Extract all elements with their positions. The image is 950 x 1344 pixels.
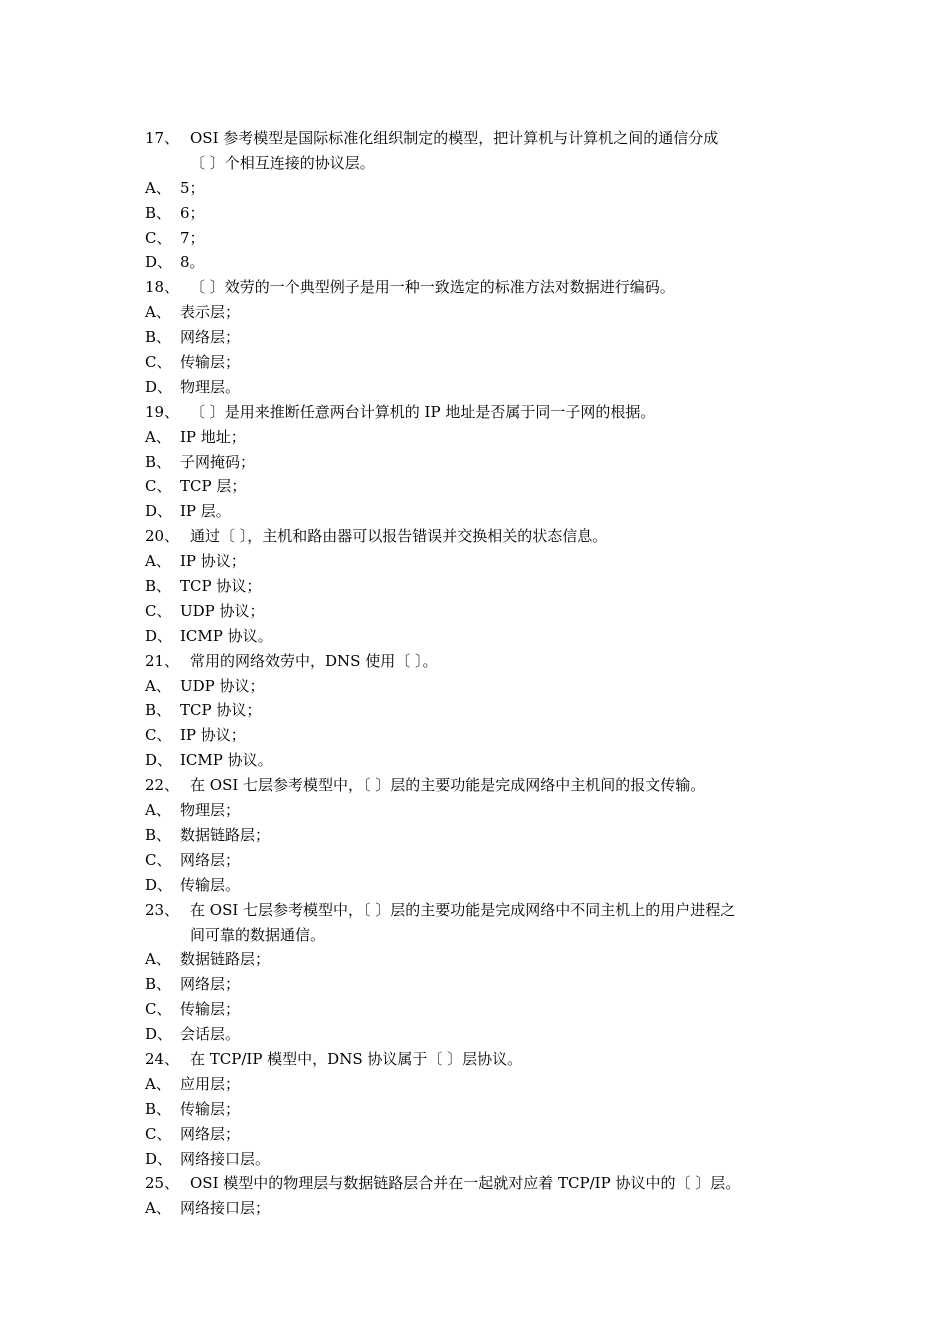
option-line (145, 947, 825, 972)
option-text: IP 协议； (180, 552, 246, 571)
option-label: B、 (145, 203, 172, 222)
option-text: 网络层； (180, 975, 241, 994)
option-line (145, 1147, 825, 1172)
option-text: 数据链路层； (180, 950, 271, 969)
question-text: OSI 模型中的物理层与数据链路层合并在一起就对应着 TCP/IP 协议中的〔 〕层。 (190, 1174, 741, 1193)
option-line (145, 723, 825, 748)
option-label: A、 (145, 178, 171, 197)
option-line (145, 1022, 825, 1047)
question-text: 〔 〕是用来推断任意两台计算机的 IP 地址是否属于同一子网的根据。 (190, 402, 656, 421)
option-line (145, 350, 825, 375)
option-label: D、 (145, 502, 173, 521)
option-text: 7； (180, 228, 205, 247)
question-number: 25、 (145, 1174, 180, 1193)
option-line (145, 624, 825, 649)
option-label: B、 (145, 328, 172, 347)
option-text: 8。 (180, 253, 205, 272)
question-text: 在 OSI 七层参考模型中，〔 〕层的主要功能是完成网络中不同主机上的用户进程之 (190, 900, 736, 919)
option-text: ICMP 协议。 (180, 751, 273, 770)
question-number: 20、 (145, 527, 180, 546)
option-text: 传输层； (180, 353, 241, 372)
option-text: TCP 层； (180, 477, 247, 496)
option-label: D、 (145, 377, 173, 396)
option-label: C、 (145, 353, 172, 372)
option-line (145, 1097, 825, 1122)
option-text: UDP 协议； (180, 601, 265, 620)
question-block (145, 649, 825, 773)
option-text: 网络层； (180, 850, 241, 869)
option-line (145, 250, 825, 275)
option-label: A、 (145, 676, 171, 695)
option-label: D、 (145, 1149, 173, 1168)
option-text: 数据链路层； (180, 825, 271, 844)
question-block (145, 1047, 825, 1171)
option-text: 网络接口层。 (180, 1149, 271, 1168)
option-line (145, 226, 825, 251)
question-block (145, 773, 825, 897)
question-block (145, 400, 825, 524)
option-label: B、 (145, 825, 172, 844)
option-line (145, 425, 825, 450)
option-label: B、 (145, 975, 172, 994)
option-text: 网络层； (180, 328, 241, 347)
question-block (145, 524, 825, 648)
question-continuation-line (145, 923, 825, 948)
option-text: IP 协议； (180, 726, 246, 745)
question-text: 常用的网络效劳中，DNS 使用〔 〕。 (190, 651, 438, 670)
option-label: B、 (145, 577, 172, 596)
question-continuation-line (145, 151, 825, 176)
question-number: 22、 (145, 776, 180, 795)
question-number: 17、 (145, 129, 180, 147)
option-text: 物理层。 (180, 377, 241, 396)
option-text: IP 地址； (180, 427, 246, 446)
question-block (145, 1171, 825, 1221)
option-line (145, 698, 825, 723)
question-line (145, 524, 825, 549)
question-number: 23、 (145, 900, 180, 919)
option-text: 物理层； (180, 801, 241, 820)
question-text: OSI 参考模型是国际标准化组织制定的模型，把计算机与计算机之间的通信分成 (190, 129, 719, 147)
question-text: 间可靠的数据通信。 (190, 925, 326, 944)
question-block (145, 126, 825, 275)
option-label: B、 (145, 452, 172, 471)
option-line (145, 300, 825, 325)
option-line (145, 1072, 825, 1097)
option-line (145, 748, 825, 773)
option-line (145, 1196, 825, 1221)
option-label: B、 (145, 701, 172, 720)
question-line (145, 1171, 825, 1196)
option-label: A、 (145, 1074, 171, 1093)
option-text: ICMP 协议。 (180, 626, 273, 645)
option-text: UDP 协议； (180, 676, 265, 695)
option-text: 子网掩码； (180, 452, 256, 471)
option-label: A、 (145, 801, 171, 820)
option-line (145, 375, 825, 400)
option-line (145, 972, 825, 997)
option-label: D、 (145, 1025, 173, 1044)
question-line (145, 275, 825, 300)
option-line (145, 997, 825, 1022)
option-text: 6； (180, 203, 205, 222)
question-number: 21、 (145, 651, 180, 670)
question-text: 在 OSI 七层参考模型中，〔 〕层的主要功能是完成网络中主机间的报文传输。 (190, 776, 706, 795)
option-text: TCP 协议； (180, 577, 262, 596)
option-line (145, 201, 825, 226)
option-label: B、 (145, 1099, 172, 1118)
question-line (145, 649, 825, 674)
question-line (145, 400, 825, 425)
question-line (145, 126, 825, 151)
option-label: C、 (145, 477, 172, 496)
option-label: C、 (145, 1124, 172, 1143)
question-text: 〔 〕个相互连接的协议层。 (190, 153, 375, 172)
option-label: C、 (145, 228, 172, 247)
question-block (145, 898, 825, 1047)
option-text: 传输层。 (180, 875, 241, 894)
option-text: 表示层； (180, 303, 241, 322)
option-line (145, 798, 825, 823)
question-text: 〔 〕效劳的一个典型例子是用一种一致选定的标准方法对数据进行编码。 (190, 278, 675, 297)
option-label: C、 (145, 726, 172, 745)
option-text: 5； (180, 178, 205, 197)
option-line (145, 549, 825, 574)
question-number: 18、 (145, 278, 180, 297)
option-line (145, 599, 825, 624)
option-text: TCP 协议； (180, 701, 262, 720)
option-label: D、 (145, 875, 173, 894)
option-line (145, 474, 825, 499)
option-label: A、 (145, 1199, 171, 1218)
option-label: D、 (145, 253, 173, 272)
question-number: 24、 (145, 1049, 180, 1068)
question-text: 通过〔 〕，主机和路由器可以报告错误并交换相关的状态信息。 (190, 527, 608, 546)
question-line (145, 773, 825, 798)
option-text: 传输层； (180, 1099, 241, 1118)
option-text: 应用层； (180, 1074, 241, 1093)
option-label: D、 (145, 751, 173, 770)
option-label: A、 (145, 303, 171, 322)
option-text: IP 层。 (180, 502, 231, 521)
option-line (145, 176, 825, 201)
option-text: 网络接口层； (180, 1199, 271, 1218)
option-text: 会话层。 (180, 1025, 241, 1044)
question-list (145, 126, 825, 1221)
option-text: 网络层； (180, 1124, 241, 1143)
option-line (145, 873, 825, 898)
option-label: C、 (145, 601, 172, 620)
option-label: A、 (145, 950, 171, 969)
option-line (145, 574, 825, 599)
question-block (145, 275, 825, 399)
question-number: 19、 (145, 402, 180, 421)
question-line (145, 1047, 825, 1072)
option-line (145, 450, 825, 475)
option-label: D、 (145, 626, 173, 645)
option-line (145, 325, 825, 350)
option-line (145, 823, 825, 848)
option-label: C、 (145, 1000, 172, 1019)
option-label: A、 (145, 427, 171, 446)
option-line (145, 848, 825, 873)
question-text: 在 TCP/IP 模型中，DNS 协议属于〔 〕层协议。 (190, 1049, 523, 1068)
option-line (145, 1122, 825, 1147)
option-text: 传输层； (180, 1000, 241, 1019)
option-line (145, 499, 825, 524)
question-line (145, 898, 825, 923)
option-label: A、 (145, 552, 171, 571)
option-line (145, 674, 825, 699)
option-label: C、 (145, 850, 172, 869)
